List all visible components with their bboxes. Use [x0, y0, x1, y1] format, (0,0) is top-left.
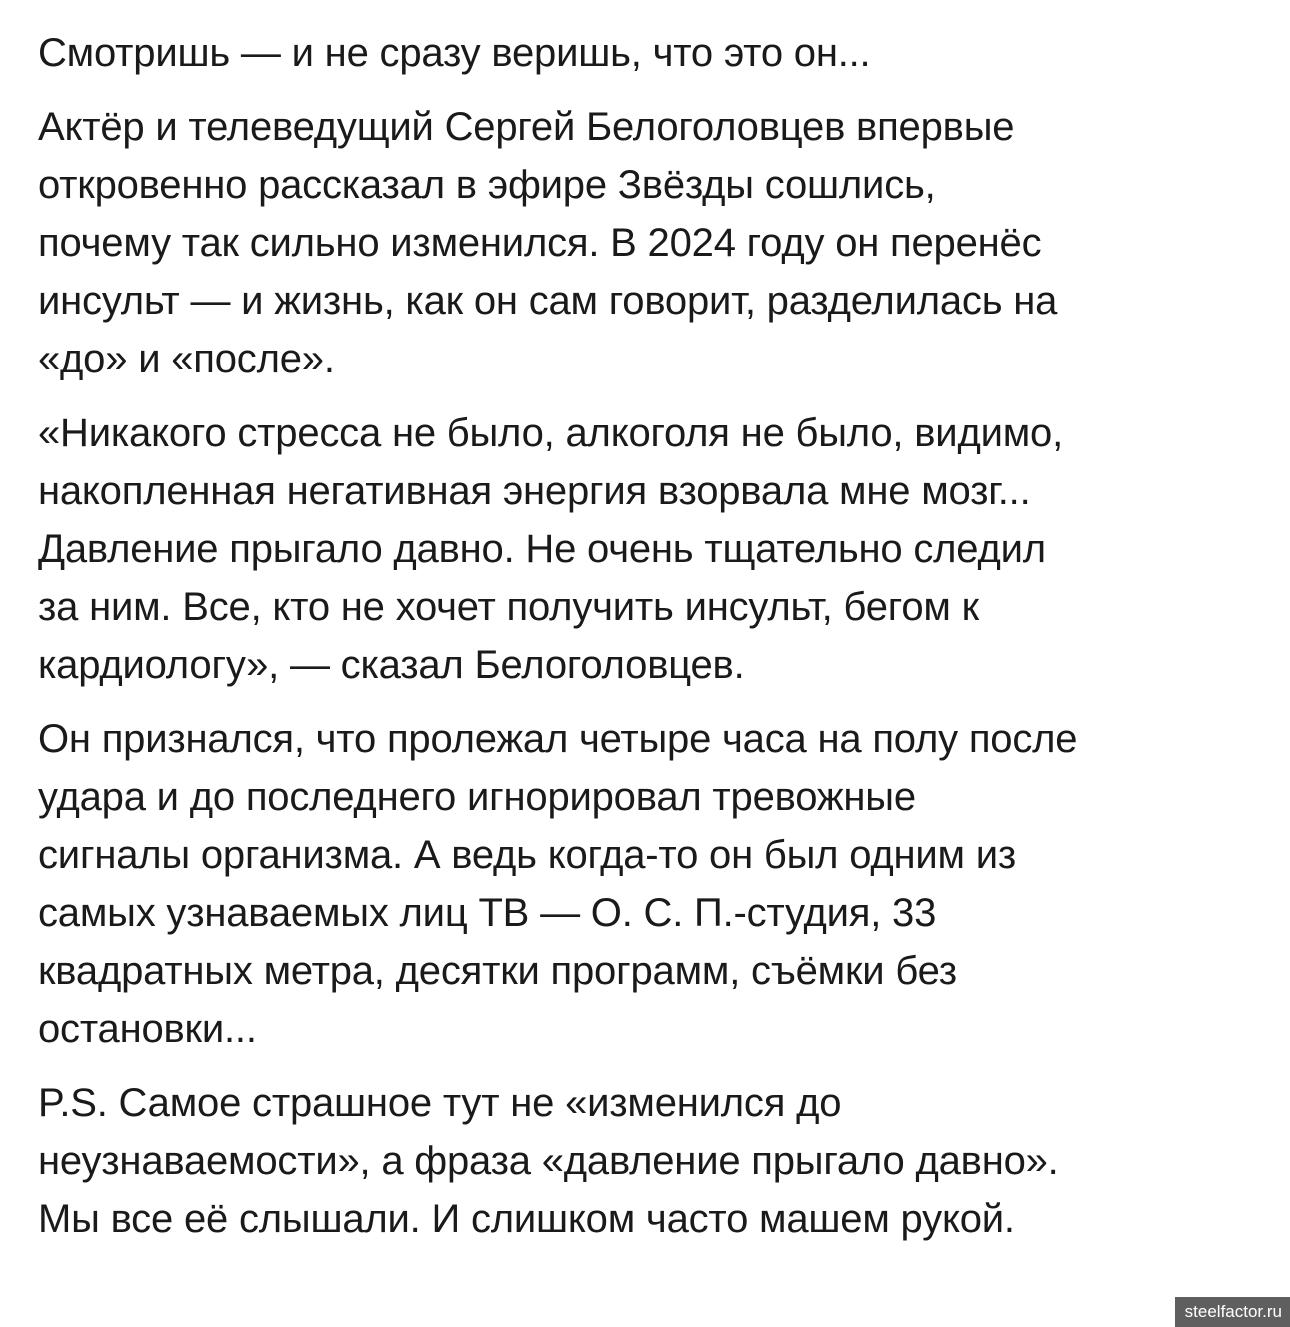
post-paragraph-intro: Смотришь — и не сразу веришь, что это он...: [38, 31, 871, 75]
site-watermark: steelfactor.ru: [1175, 1297, 1290, 1327]
post-paragraph-quote: «Никакого стресса не было, алкоголя не было, видимо, накопленная негативная энергия взорвала мне мозг... Давление прыгало давно. Не очень тщательно следил за ним. Все, кто не хочет получить инсульт, бегом к кардиологу», — сказал Белоголовцев.: [38, 411, 1063, 687]
post-paragraph-details: Он признался, что пролежал четыре часа на полу после удара и до последнего игнорировал тревожные сигналы организма. А ведь когда-то он был одним из самых узнаваемых лиц ТВ — О. С. П.-студия, 33 квадратных метра, десятки программ, съёмки без остановки...: [38, 717, 1078, 1051]
post-body: [38, 24, 1268, 1264]
post-paragraph-ps: P.S. Самое страшное тут не «изменился до неузнаваемости», а фраза «давление прыгало давно». Мы все её слышали. И слишком часто машем рукой.: [38, 1081, 1059, 1241]
post-paragraph-story: Актёр и телеведущий Сергей Белоголовцев впервые откровенно рассказал в эфире Звёзды сошлись, почему так сильно изменился. В 2024 году он перенёс инсульт — и жизнь, как он сам говорит, разделилась на «до» и «после».: [38, 105, 1058, 381]
